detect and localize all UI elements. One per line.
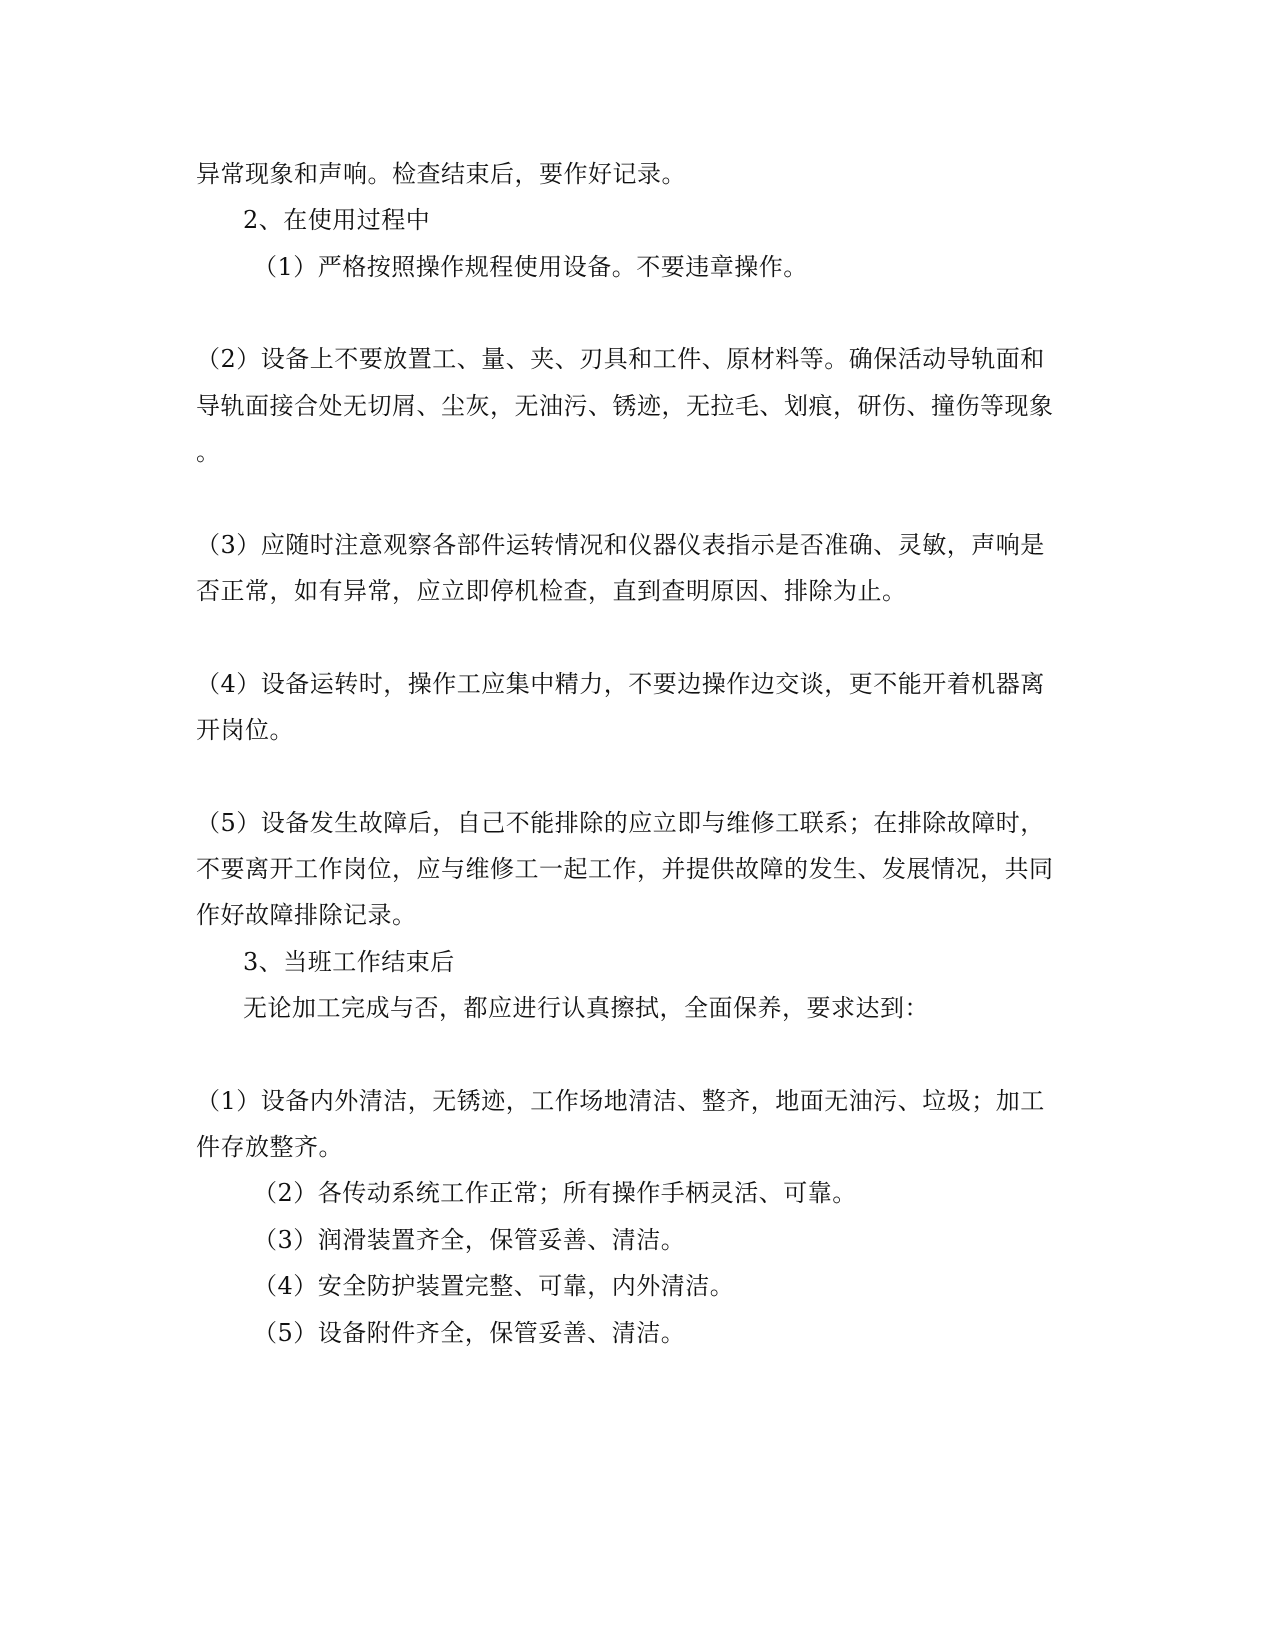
section-heading: 2、在使用过程中 — [243, 206, 431, 234]
text-line: （4）安全防护装置完整、可靠，内外清洁。 — [253, 1272, 735, 1300]
text-line: 异常现象和声响。检查结束后，要作好记录。 — [196, 160, 686, 188]
text-line: 否正常，如有异常，应立即停机检查，直到查明原因、排除为止。 — [196, 577, 907, 605]
text-line: （4）设备运转时，操作工应集中精力，不要边操作边交谈，更不能开着机器离 — [196, 670, 1045, 698]
text-line: 开岗位。 — [196, 716, 294, 744]
text-line: 作好故障排除记录。 — [196, 901, 417, 929]
text-line: （5）设备附件齐全，保管妥善、清洁。 — [253, 1319, 686, 1347]
text-line: 导轨面接合处无切屑、尘灰，无油污、锈迹，无拉毛、划痕，研伤、撞伤等现象 — [196, 392, 1054, 420]
text-line: 。 — [196, 438, 221, 466]
text-line: （1）设备内外清洁，无锈迹，工作场地清洁、整齐，地面无油污、垃圾；加工 — [196, 1087, 1045, 1115]
text-line: （5）设备发生故障后，自己不能排除的应立即与维修工联系；在排除故障时， — [196, 809, 1045, 837]
text-line: 不要离开工作岗位，应与维修工一起工作，并提供故障的发生、发展情况，共同 — [196, 855, 1054, 883]
text-line: （1）严格按照操作规程使用设备。不要违章操作。 — [253, 253, 808, 281]
text-line: （2）设备上不要放置工、量、夹、刃具和工件、原材料等。确保活动导轨面和 — [196, 345, 1045, 373]
text-line: （2）各传动系统工作正常；所有操作手柄灵活、可靠。 — [253, 1179, 857, 1207]
text-line: 无论加工完成与否，都应进行认真擦拭，全面保养，要求达到： — [243, 994, 929, 1022]
text-line: （3）应随时注意观察各部件运转情况和仪器仪表指示是否准确、灵敏，声响是 — [196, 531, 1045, 559]
section-heading: 3、当班工作结束后 — [243, 948, 455, 976]
text-line: （3）润滑装置齐全，保管妥善、清洁。 — [253, 1226, 686, 1254]
text-line: 件存放整齐。 — [196, 1133, 343, 1161]
